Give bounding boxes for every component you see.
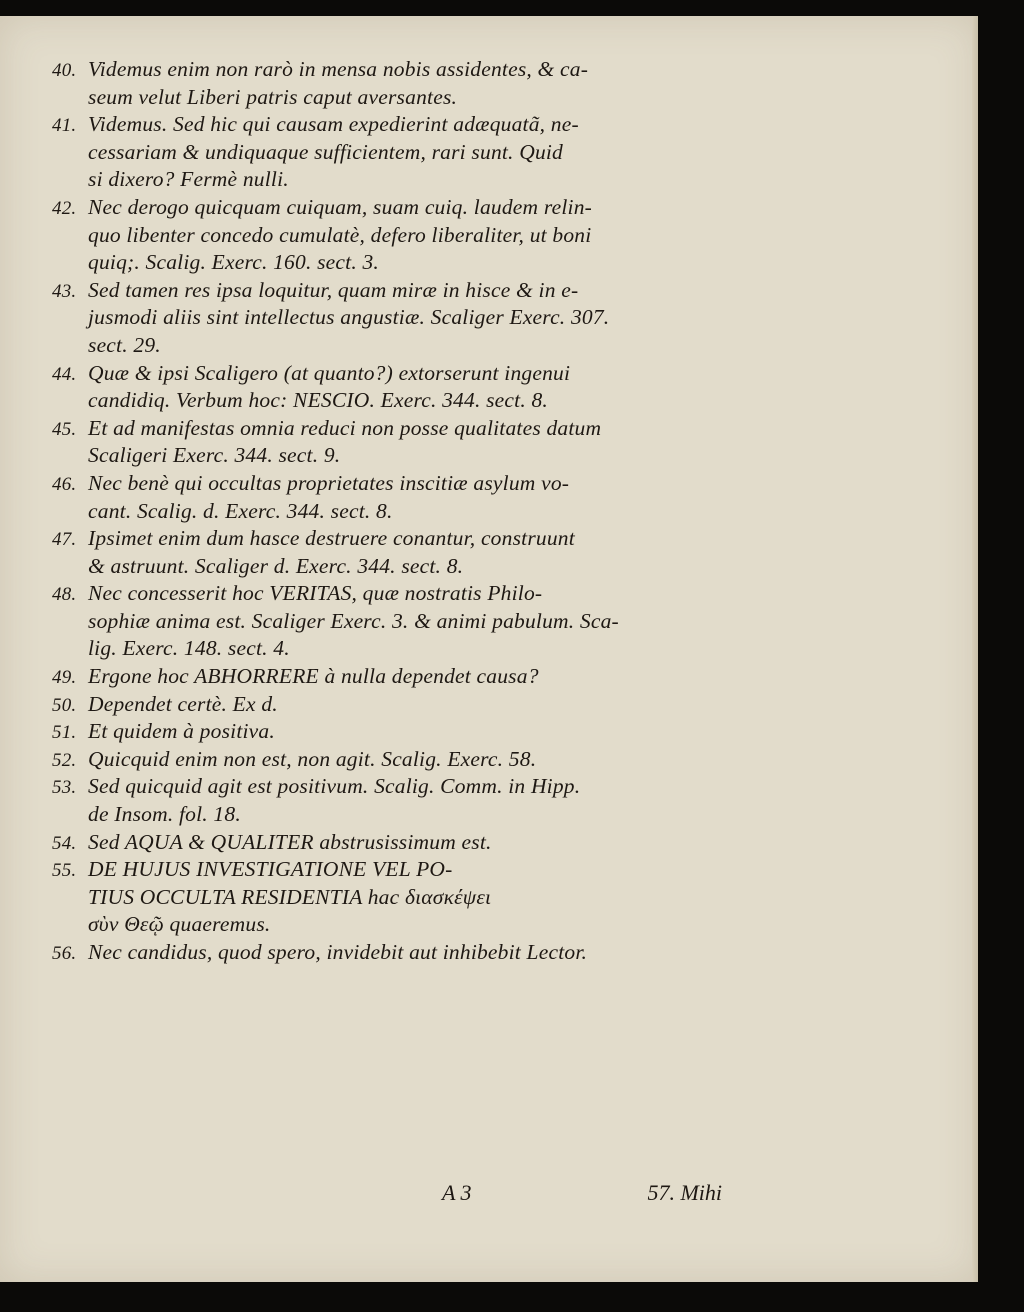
text-line: [52, 139, 742, 167]
line-number: 45.: [52, 418, 77, 440]
line-text: Sed tamen res ipsa loquitur, quam miræ in hisce & in e-: [88, 277, 579, 302]
text-line: [52, 553, 742, 581]
line-text: candidiq. Verbum hoc: NESCIO. Exerc. 344. sect. 8.: [88, 388, 549, 413]
line-number: 46.: [52, 473, 77, 495]
text-line: [52, 525, 742, 553]
text-line: [52, 580, 742, 608]
line-text: DE HUJUS INVESTIGATIONE VEL PO-: [88, 857, 453, 882]
text-line: [52, 194, 742, 222]
line-text: Et quidem à positiva.: [88, 719, 275, 744]
line-number: 44.: [52, 363, 77, 385]
line-number: 56.: [52, 943, 77, 964]
line-text: Nec derogo quicquam cuiquam, suam cuiq. laudem relin-: [88, 194, 593, 219]
line-text: Ipsimet enim dum hasce destruere conantur, construunt: [88, 526, 575, 551]
line-text: Videmus enim non rarò in mensa nobis assidentes, & ca-: [88, 57, 589, 81]
line-number: 47.: [52, 529, 77, 551]
text-line: [52, 166, 742, 194]
text-line: [52, 691, 742, 719]
text-line: [52, 387, 742, 415]
text-line: [52, 856, 742, 884]
line-text: Sed quicquid agit est positivum. Scalig. Comm. in Hipp.: [88, 774, 581, 799]
text-line: [52, 304, 742, 332]
line-text: Et ad manifestas omnia reduci non posse qualitates datum: [88, 415, 602, 440]
line-text: de Insom. fol. 18.: [88, 802, 241, 827]
line-text: quo libenter concedo cumulatè, defero liberaliter, ut boni: [88, 222, 592, 247]
text-line: [52, 442, 742, 470]
line-text: Nec concesserit hoc VERITAS, quæ nostratis Philo-: [88, 581, 543, 606]
line-text: Dependet certè. Ex d.: [88, 691, 278, 716]
line-text: cessariam & undiquaque sufficientem, rari sunt. Quid: [88, 139, 564, 164]
text-line: [52, 884, 742, 912]
text-line: [52, 608, 742, 636]
text-line: [52, 415, 742, 443]
line-text: seum velut Liberi patris caput aversantes.: [88, 84, 458, 109]
text-line: [52, 663, 742, 691]
line-number: 42.: [52, 197, 77, 219]
catchword: 57. Mihi: [647, 1180, 722, 1205]
text-line: [52, 911, 742, 939]
text-line: [52, 277, 742, 305]
page-edge: [972, 16, 978, 1282]
line-text: Scaligeri Exerc. 344. sect. 9.: [88, 443, 341, 468]
text-line: [52, 84, 742, 112]
line-text: TIUS OCCULTA RESIDENTIA hac διασκέψει: [88, 884, 492, 909]
line-text: Sed AQUA & QUALITER abstrusissimum est.: [88, 829, 492, 854]
line-text: sect. 29.: [88, 332, 161, 357]
text-line: [52, 801, 742, 829]
line-text: quiq;. Scalig. Exerc. 160. sect. 3.: [88, 250, 380, 275]
text-line: [52, 470, 742, 498]
line-text: Quicquid enim non est, non agit. Scalig. Exerc. 58.: [88, 746, 537, 771]
text-line: [52, 829, 742, 857]
line-text: Nec candidus, quod spero, invidebit aut inhibebit Lector.: [88, 940, 588, 964]
line-number: 51.: [52, 722, 77, 744]
line-number: 54.: [52, 832, 77, 854]
line-number: 50.: [52, 694, 77, 716]
signature-mark: A 3: [442, 1180, 472, 1205]
text-line: [52, 332, 742, 360]
line-number: 52.: [52, 749, 77, 771]
line-text: jusmodi aliis sint intellectus angustiæ. Scaliger Exerc. 307.: [88, 305, 610, 330]
text-line: [52, 773, 742, 801]
text-line: [52, 635, 742, 663]
line-number: 41.: [52, 115, 77, 137]
text-line: [52, 111, 742, 139]
line-number: 48.: [52, 584, 77, 606]
line-text: & astruunt. Scaliger d. Exerc. 344. sect. 8.: [88, 553, 464, 578]
text-body: [52, 56, 742, 967]
book-page: [0, 16, 978, 1282]
line-text: Nec benè qui occultas proprietates inscitiæ asylum vo-: [88, 470, 570, 495]
text-line: [52, 222, 742, 250]
page-footer: [52, 1180, 742, 1210]
line-text: Ergone hoc ABHORRERE à nulla dependet causa?: [88, 664, 539, 689]
text-line: [52, 249, 742, 277]
line-text: Videmus. Sed hic qui causam expedierint adæquatã, ne-: [88, 112, 579, 137]
text-line: [52, 718, 742, 746]
line-number: 43.: [52, 280, 77, 302]
line-text: Quæ & ipsi Scaligero (at quanto?) extorserunt ingenui: [88, 360, 571, 385]
text-line: [52, 939, 742, 967]
text-line: [52, 498, 742, 526]
text-line: [52, 360, 742, 388]
line-text: σὺν Θεῷ quaeremus.: [88, 912, 271, 937]
line-text: lig. Exerc. 148. sect. 4.: [88, 636, 290, 661]
text-line: [52, 56, 742, 84]
line-number: 49.: [52, 667, 77, 689]
line-number: 55.: [52, 860, 77, 882]
text-line: [52, 746, 742, 774]
line-text: sophiæ anima est. Scaliger Exerc. 3. & animi pabulum. Sca-: [88, 608, 619, 633]
line-number: 53.: [52, 777, 77, 799]
line-number: 40.: [52, 60, 77, 81]
line-text: si dixero? Fermè nulli.: [88, 167, 289, 192]
line-text: cant. Scalig. d. Exerc. 344. sect. 8.: [88, 498, 393, 523]
